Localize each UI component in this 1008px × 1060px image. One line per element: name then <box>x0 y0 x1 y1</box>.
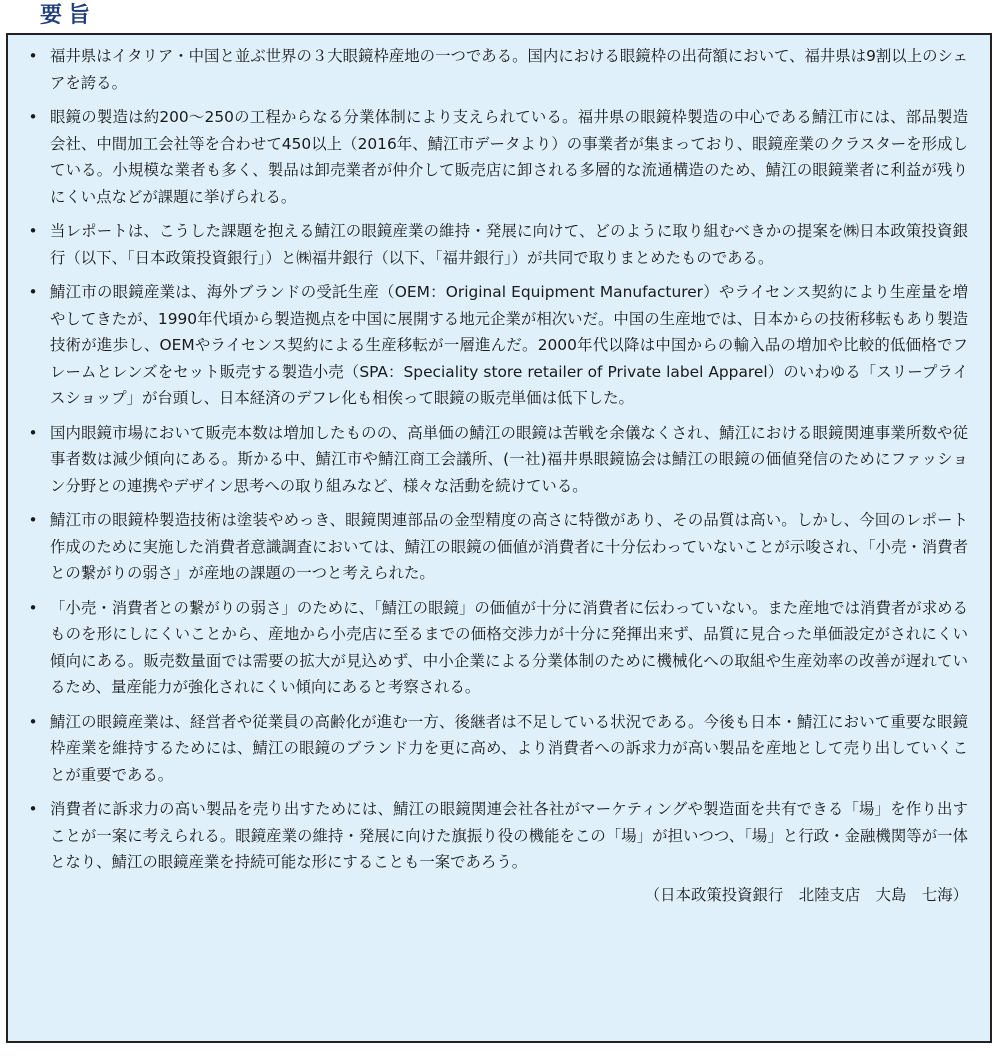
bullet-icon: • <box>28 283 38 301</box>
summary-item-9 <box>24 796 968 876</box>
summary-text: 「小売・消費者との繋がりの弱さ」のために、「鯖江の眼鏡」の価値が十分に消費者に伝わっていない。また産地では消費者が求めるものを形にしにくいことから、産地から小売店に至るまでの価格交渉力が十分に発揮出来ず、品質に見合った単価設定がされにくい傾向にある。販売数量面では需要の拡大が見込めず、中小企業による分業体制のために機械化への取組や生産効率の改善が遅れているため、量産能力が強化されにくい傾向にあると考察される。 <box>50 598 968 696</box>
summary-item-4 <box>24 279 968 412</box>
summary-box <box>6 33 992 1043</box>
summary-text: 鯖江の眼鏡産業は、経営者や従業員の高齢化が進む一方、後継者は不足している状況である。今後も日本・鯖江において重要な眼鏡枠産業を維持するためには、鯖江の眼鏡のブランド力を更に高め、より消費者への訴求力が高い製品を産地として売り出していくことが重要である。 <box>50 712 968 784</box>
bullet-icon: • <box>28 222 38 240</box>
summary-item-3 <box>24 218 968 271</box>
bullet-icon: • <box>28 511 38 529</box>
summary-item-5 <box>24 420 968 500</box>
page-title: 要旨 <box>40 3 97 28</box>
summary-list <box>24 43 968 876</box>
summary-text: 国内眼鏡市場において販売本数は増加したものの、高単価の鯖江の眼鏡は苦戦を余儀なくされ、鯖江における眼鏡関連事業所数や従事者数は減少傾向にある。斯かる中、鯖江市や鯖江商工会議所、(一社)福井県眼鏡協会は鯖江の眼鏡の価値発信のためにファッション分野との連携やデザイン思考への取り組みなど、様々な活動を続けている。 <box>50 423 968 495</box>
summary-text: 鯖江市の眼鏡枠製造技術は塗装やめっき、眼鏡関連部品の金型精度の高さに特徴があり、その品質は高い。しかし、今回のレポート作成のために実施した消費者意識調査においては、鯖江の眼鏡の価値が消費者に十分伝わっていないことが示唆され、「小売・消費者との繋がりの弱さ」が産地の課題の一つと考えられた。 <box>50 511 968 582</box>
summary-text: 鯖江市の眼鏡産業は、海外ブランドの受託生産（OEM：Original Equipment Manufacturer）やライセンス契約により生産量を増やしてきたが、1990年代頃から製造拠点を中国に展開する地元企業が相次いだ。中国の生産地では、日本からの技術移転もあり製造技術が進歩し、OEMやライセンス契約による生産移転が一層進んだ。2000年代以降は中国からの輸入品の増加や比較的低価格でフレームとレンズをセット販売する製造小売（SPA：Speciality store retailer of Private label Apparel）のいわゆる「スリープライスショップ」が台頭し、日本経済のデフレ化も相俟って眼鏡の販売単価は低下した。 <box>50 283 968 407</box>
bullet-icon: • <box>28 712 38 731</box>
bullet-icon: • <box>28 598 38 617</box>
bullet-icon: • <box>28 108 38 126</box>
author-credit: （日本政策投資銀行 北陸支店 大島 七海） <box>644 885 968 904</box>
summary-item-6 <box>24 507 968 587</box>
bullet-icon: • <box>28 423 38 442</box>
summary-item-8 <box>24 709 968 789</box>
summary-text: 消費者に訴求力の高い製品を売り出すためには、鯖江の眼鏡関連会社各社がマーケティングや製造面を共有できる「場」を作り出すことが一案に考えられる。眼鏡産業の維持・発展に向けた旗振り役の機能をこの「場」が担いつつ、「場」と行政・金融機関等が一体となり、鯖江の眼鏡産業を持続可能な形にすることも一案であろう。 <box>50 800 968 871</box>
bullet-icon: • <box>28 47 38 65</box>
summary-text: 当レポートは、こうした課題を抱える鯖江の眼鏡産業の維持・発展に向けて、どのように取り組むべきかの提案を㈱日本政策投資銀行（以下、「日本政策投資銀行」）と㈱福井銀行（以下、「福井銀行」）が共同で取りまとめたものである。 <box>50 222 968 267</box>
summary-item-2 <box>24 104 968 210</box>
summary-item-7 <box>24 595 968 701</box>
summary-text: 福井県はイタリア・中国と並ぶ世界の３大眼鏡枠産地の一つである。国内における眼鏡枠の出荷額において、福井県は9割以上のシェアを誇る。 <box>50 47 968 92</box>
summary-item-1 <box>24 43 968 96</box>
summary-text: 眼鏡の製造は約200～250の工程からなる分業体制により支えられている。福井県の眼鏡枠製造の中心である鯖江市には、部品製造会社、中間加工会社等を合わせて450以上（2016年、鯖江市データより）の事業者が集まっており、眼鏡産業のクラスターを形成している。小規模な業者も多く、製品は卸売業者が仲介して販売店に卸される多層的な流通構造のため、鯖江の眼鏡業者に利益が残りにくい点などが課題に挙げられる。 <box>50 108 968 206</box>
bullet-icon: • <box>28 800 38 818</box>
